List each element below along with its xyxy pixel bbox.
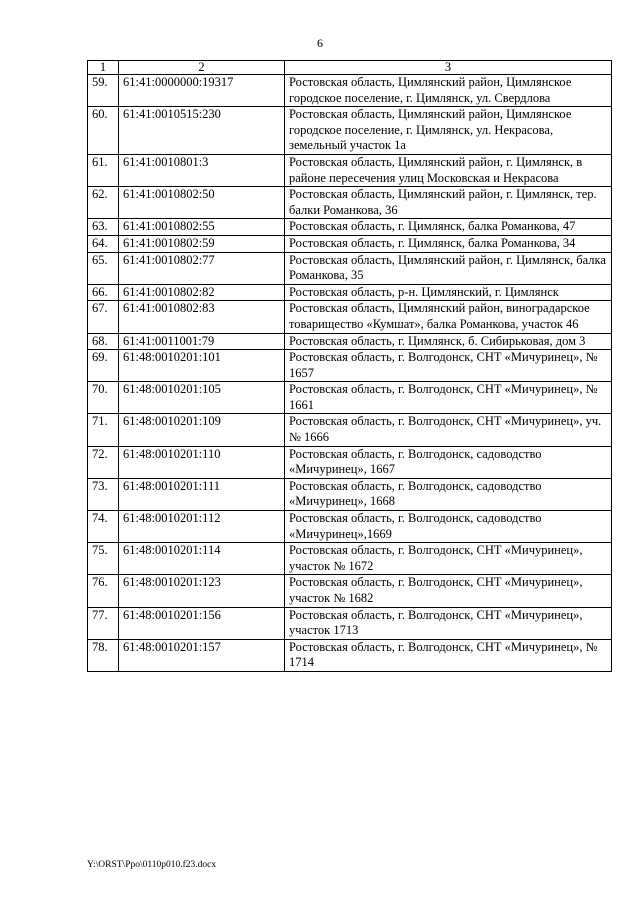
cadastral-number-cell: 61:48:0010201:109 bbox=[119, 414, 285, 446]
row-number-cell: 77. bbox=[88, 607, 119, 639]
row-number-cell: 71. bbox=[88, 414, 119, 446]
row-number-cell: 61. bbox=[88, 154, 119, 186]
cadastral-number-cell: 61:41:0010801:3 bbox=[119, 154, 285, 186]
table-row bbox=[88, 333, 612, 350]
address-cell: Ростовская область, Цимлянский район, г. Цимлянск, в районе пересечения улиц Московская и Некрасова bbox=[285, 154, 612, 186]
cadastral-number-cell: 61:41:0010802:83 bbox=[119, 301, 285, 333]
page-number: 6 bbox=[317, 36, 323, 50]
row-number-cell: 59. bbox=[88, 75, 119, 107]
address-cell: Ростовская область, г. Волгодонск, садоводство «Мичуринец»,1669 bbox=[285, 511, 612, 543]
cadastral-number-cell: 61:48:0010201:111 bbox=[119, 478, 285, 510]
address-cell: Ростовская область, Цимлянский район, Цимлянское городское поселение, г. Цимлянск, ул. Свердлова bbox=[285, 75, 612, 107]
table-row bbox=[88, 478, 612, 510]
cadastral-number-cell: 61:41:0000000:19317 bbox=[119, 75, 285, 107]
footer-file-path: Y:\ORST\Ppo\0110p010.f23.docx bbox=[87, 860, 217, 870]
address-cell: Ростовская область, г. Цимлянск, балка Романкова, 34 bbox=[285, 235, 612, 252]
cadastral-number-cell: 61:48:0010201:101 bbox=[119, 350, 285, 382]
table-row bbox=[88, 252, 612, 284]
address-cell: Ростовская область, г. Волгодонск, СНТ «Мичуринец», № 1714 bbox=[285, 639, 612, 671]
table-row bbox=[88, 414, 612, 446]
row-number-cell: 60. bbox=[88, 107, 119, 155]
address-cell: Ростовская область, г. Волгодонск, СНТ «Мичуринец», № 1657 bbox=[285, 350, 612, 382]
table-row bbox=[88, 154, 612, 186]
cadastral-number-cell: 61:41:0010802:77 bbox=[119, 252, 285, 284]
address-cell: Ростовская область, р-н. Цимлянский, г. Цимлянск bbox=[285, 284, 612, 301]
address-cell: Ростовская область, г. Волгодонск, СНТ «Мичуринец», участок 1713 bbox=[285, 607, 612, 639]
row-number-cell: 70. bbox=[88, 382, 119, 414]
address-cell: Ростовская область, г. Волгодонск, СНТ «Мичуринец», участок № 1672 bbox=[285, 543, 612, 575]
row-number-cell: 67. bbox=[88, 301, 119, 333]
table-row bbox=[88, 543, 612, 575]
address-cell: Ростовская область, г. Волгодонск, СНТ «Мичуринец», уч. № 1666 bbox=[285, 414, 612, 446]
table-row bbox=[88, 382, 612, 414]
row-number-cell: 74. bbox=[88, 511, 119, 543]
cadastral-number-cell: 61:41:0010802:50 bbox=[119, 187, 285, 219]
cadastral-number-cell: 61:48:0010201:114 bbox=[119, 543, 285, 575]
table-row bbox=[88, 350, 612, 382]
row-number-cell: 75. bbox=[88, 543, 119, 575]
address-cell: Ростовская область, Цимлянский район, Цимлянское городское поселение, г. Цимлянск, ул. Некрасова, земельный участок 1а bbox=[285, 107, 612, 155]
row-number-cell: 64. bbox=[88, 235, 119, 252]
registry-table bbox=[87, 60, 612, 672]
table-row bbox=[88, 75, 612, 107]
row-number-cell: 76. bbox=[88, 575, 119, 607]
address-cell: Ростовская область, Цимлянский район, виноградарское товарищество «Кумшат», балка Романкова, участок 46 bbox=[285, 301, 612, 333]
column-header-cadastral: 2 bbox=[119, 61, 285, 75]
cadastral-number-cell: 61:48:0010201:110 bbox=[119, 446, 285, 478]
cadastral-number-cell: 61:48:0010201:157 bbox=[119, 639, 285, 671]
table-row bbox=[88, 607, 612, 639]
row-number-cell: 65. bbox=[88, 252, 119, 284]
column-header-address: 3 bbox=[285, 61, 612, 75]
row-number-cell: 62. bbox=[88, 187, 119, 219]
row-number-cell: 66. bbox=[88, 284, 119, 301]
table-row bbox=[88, 639, 612, 671]
cadastral-number-cell: 61:41:0010802:82 bbox=[119, 284, 285, 301]
address-cell: Ростовская область, г. Волгодонск, садоводство «Мичуринец», 1667 bbox=[285, 446, 612, 478]
table-row bbox=[88, 446, 612, 478]
address-cell: Ростовская область, Цимлянский район, г. Цимлянск, тер. балки Романкова, 36 bbox=[285, 187, 612, 219]
cadastral-number-cell: 61:41:0010515:230 bbox=[119, 107, 285, 155]
cadastral-number-cell: 61:48:0010201:123 bbox=[119, 575, 285, 607]
address-cell: Ростовская область, г. Волгодонск, СНТ «Мичуринец», участок № 1682 bbox=[285, 575, 612, 607]
table-row bbox=[88, 219, 612, 236]
row-number-cell: 63. bbox=[88, 219, 119, 236]
cadastral-number-cell: 61:48:0010201:156 bbox=[119, 607, 285, 639]
column-header-number: 1 bbox=[88, 61, 119, 75]
row-number-cell: 69. bbox=[88, 350, 119, 382]
table-row bbox=[88, 235, 612, 252]
table-row bbox=[88, 301, 612, 333]
cadastral-number-cell: 61:41:0011001:79 bbox=[119, 333, 285, 350]
table-row bbox=[88, 107, 612, 155]
address-cell: Ростовская область, г. Волгодонск, садоводство «Мичуринец», 1668 bbox=[285, 478, 612, 510]
row-number-cell: 73. bbox=[88, 478, 119, 510]
table-row bbox=[88, 284, 612, 301]
cadastral-number-cell: 61:48:0010201:112 bbox=[119, 511, 285, 543]
cadastral-number-cell: 61:41:0010802:59 bbox=[119, 235, 285, 252]
address-cell: Ростовская область, Цимлянский район, г. Цимлянск, балка Романкова, 35 bbox=[285, 252, 612, 284]
address-cell: Ростовская область, г. Цимлянск, балка Романкова, 47 bbox=[285, 219, 612, 236]
table-row bbox=[88, 187, 612, 219]
row-number-cell: 68. bbox=[88, 333, 119, 350]
cadastral-number-cell: 61:41:0010802:55 bbox=[119, 219, 285, 236]
address-cell: Ростовская область, г. Цимлянск, б. Сибирьковая, дом 3 bbox=[285, 333, 612, 350]
address-cell: Ростовская область, г. Волгодонск, СНТ «Мичуринец», № 1661 bbox=[285, 382, 612, 414]
row-number-cell: 72. bbox=[88, 446, 119, 478]
cadastral-number-cell: 61:48:0010201:105 bbox=[119, 382, 285, 414]
table-row bbox=[88, 575, 612, 607]
table-row bbox=[88, 511, 612, 543]
row-number-cell: 78. bbox=[88, 639, 119, 671]
table-header-row bbox=[88, 61, 612, 75]
